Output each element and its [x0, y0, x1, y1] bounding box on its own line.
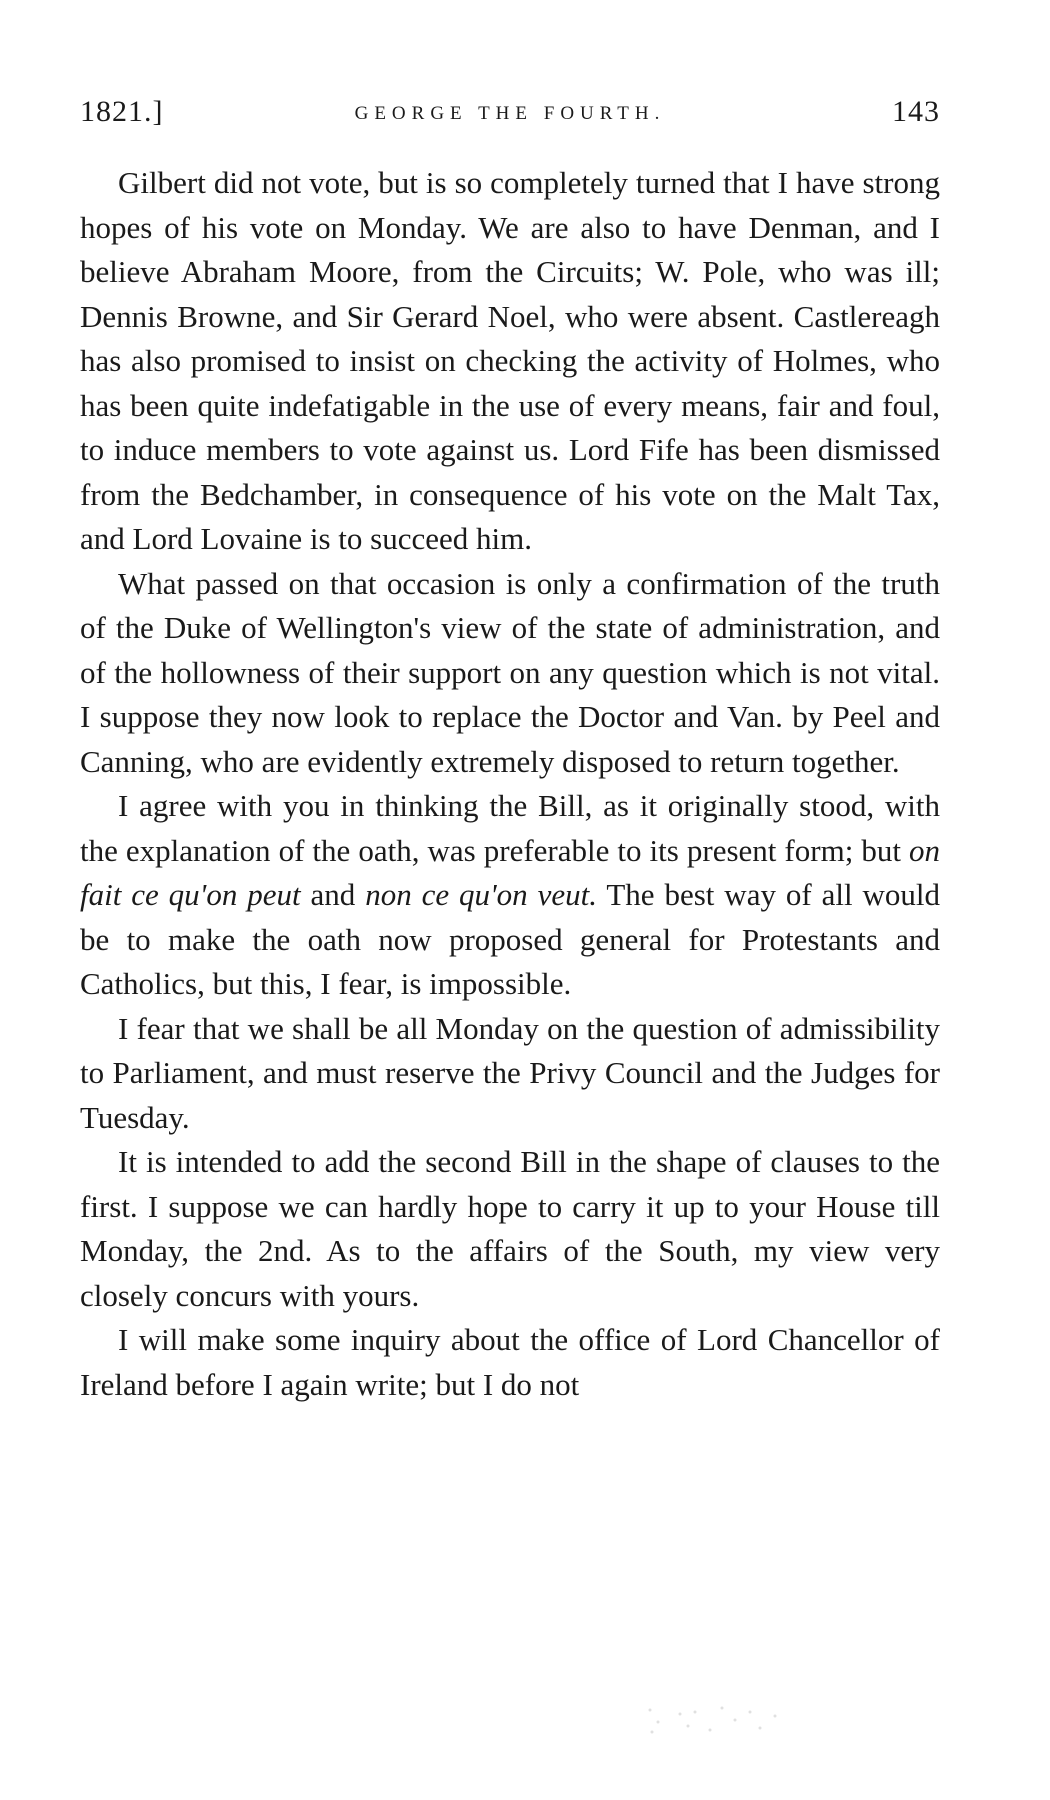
paragraph — [80, 1140, 940, 1318]
header-year: 1821.] — [80, 95, 164, 128]
faint-library-stamp — [640, 1700, 790, 1740]
text-run: It is intended to add the second Bill in the shape of clauses to the first. I suppose we can hardly hope to carry it up to your House till Monday, the 2nd. As to the affairs of the South, my view very closely concurs with yours. — [80, 1144, 940, 1313]
text-run: I fear that we shall be all Monday on the question of admissibility to Parliament, and must reserve the Privy Council and the Judges for Tuesday. — [80, 1010, 940, 1135]
paragraph — [80, 1318, 940, 1407]
text-run: What passed on that occasion is only a confirmation of the truth of the Duke of Wellington's view of the state of administration, and of the hollowness of their support on any question which is not vital. I suppose they now look to replace the Doctor and Van. by Peel and Canning, who are evidently extremely disposed to return together. — [80, 565, 940, 779]
text-run: I will make some inquiry about the office of Lord Chancellor of Ireland before I again write; but I do not — [80, 1322, 940, 1402]
text-run: The best way of all would be to make the oath now proposed general for Protestants and Catholics, but this, I fear, is impossible. — [80, 877, 941, 1001]
italic-phrase: non ce qu'on veut. — [365, 877, 597, 912]
paragraph — [80, 784, 940, 1007]
body-text — [80, 161, 940, 1407]
running-header — [80, 95, 940, 135]
text-run: I agree with you in thinking the Bill, as it originally stood, with the explanation of the oath, was preferable to its present form; but — [80, 788, 940, 868]
text-run: Gilbert did not vote, but is so completely turned that I have strong hopes of his vote on Monday. We are also to have Denman, and I believe Abraham Moore, from the Circuits; W. Pole, who was ill; Dennis Browne, and Sir Gerard Noel, who were absent. Castlereagh has also promised to insist on checking the activity of Holmes, who has been quite indefatigable in the use of every means, fair and foul, to induce members to vote against us. Lord Fife has been dismissed from the Bedchamber, in consequence of his vote on the Malt Tax, and Lord Lovaine is to succeed him. — [80, 165, 940, 556]
page-number: 143 — [892, 95, 940, 128]
paragraph — [80, 1007, 940, 1141]
text-run: and — [300, 877, 366, 912]
paragraph — [80, 161, 940, 562]
header-title: GEORGE THE FOURTH. — [354, 103, 666, 124]
paragraph — [80, 562, 940, 785]
italic-phrase: on fait ce qu'on peut — [80, 832, 940, 912]
